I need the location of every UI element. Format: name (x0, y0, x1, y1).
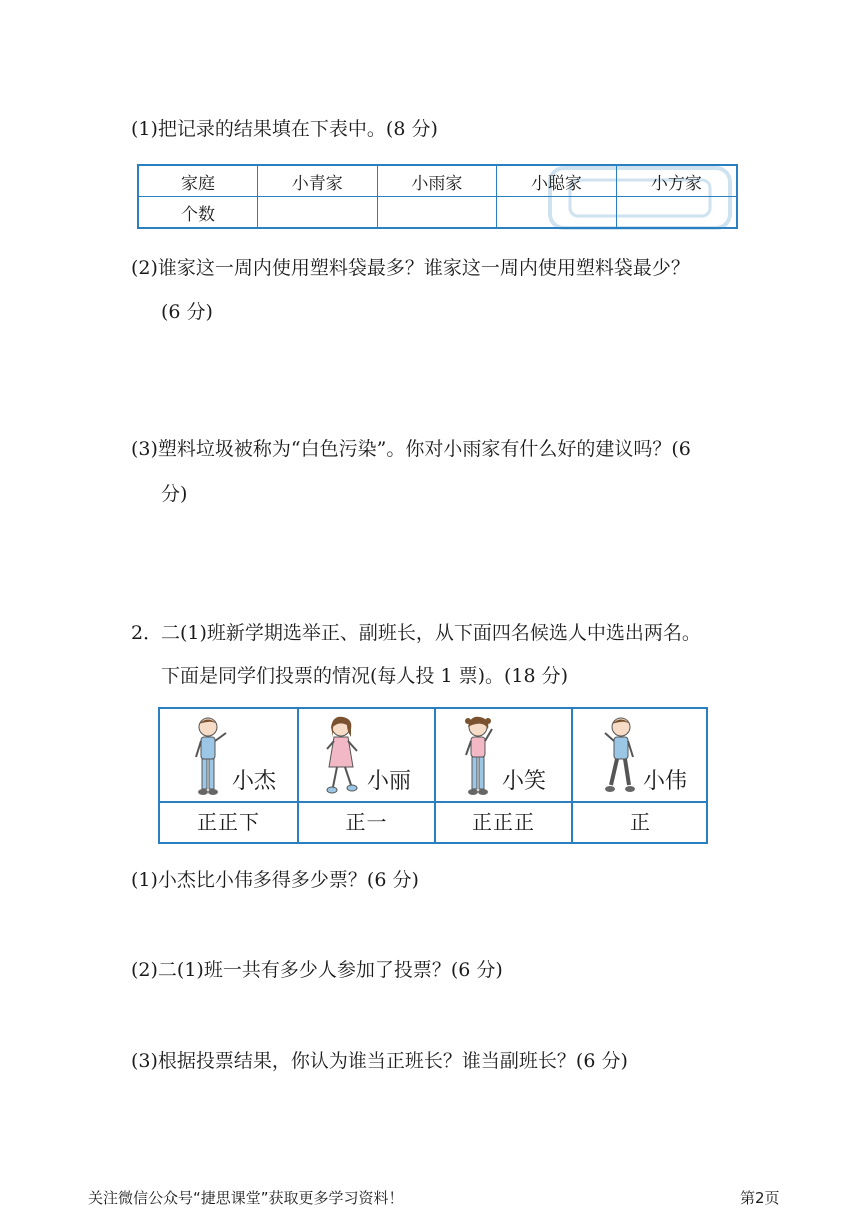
table-row (138, 165, 737, 197)
tally-mark: 正 (630, 810, 651, 834)
family-cell: 小雨家 (377, 165, 497, 197)
family-cell: 小青家 (258, 165, 378, 197)
girl-figure-icon (321, 715, 365, 797)
candidate-name: 小丽 (367, 769, 412, 794)
page-number: 第2页 (740, 1189, 780, 1207)
tally-cell (571, 803, 708, 842)
candidate-name: 小杰 (232, 769, 277, 794)
family-cell: 小方家 (616, 165, 737, 197)
candidate-cell (160, 709, 297, 801)
question-1-2-line1: (2)谁家这一周内使用塑料袋最多？谁家这一周内使用塑料袋最少？ (131, 257, 690, 279)
count-cell-blank[interactable] (616, 197, 737, 229)
candidate-name: 小伟 (643, 769, 688, 794)
boy-figure-icon (601, 715, 645, 797)
candidate-cell (571, 709, 708, 801)
vote-table (158, 707, 708, 844)
tally-cell (160, 803, 297, 842)
question-2-3: (3)根据投票结果，你认为谁当正班长？谁当副班长？(6 分) (131, 1050, 628, 1072)
girl-figure-icon (460, 715, 504, 797)
question-2-2: (2)二(1)班一共有多少人参加了投票？(6 分) (131, 959, 503, 981)
table-row (138, 197, 737, 229)
tally-cell (297, 803, 434, 842)
count-cell-blank[interactable] (258, 197, 378, 229)
question-1-3-line1: (3)塑料垃圾被称为“白色污染”。你对小雨家有什么好的建议吗？(6 (131, 438, 691, 460)
count-cell-blank[interactable] (377, 197, 497, 229)
question-1-3-line2: 分) (161, 483, 188, 505)
row-label-count: 个数 (138, 197, 258, 229)
candidate-name: 小笑 (502, 769, 547, 794)
tally-mark: 正正下 (197, 810, 260, 834)
row-label-family: 家庭 (138, 165, 258, 197)
family-bag-table (137, 164, 738, 229)
footer-promo-text: 关注微信公众号“捷思课堂”获取更多学习资料！ (88, 1189, 404, 1207)
question-2-1: (1)小杰比小伟多得多少票？(6 分) (131, 869, 419, 891)
candidate-row (160, 709, 706, 803)
question-1-2-line2: (6 分) (161, 301, 213, 323)
candidate-cell (297, 709, 434, 801)
question-2-intro-line1: 二(1)班新学期选举正、副班长，从下面四名候选人中选出两名。 (161, 622, 701, 644)
question-2-number: 2． (131, 622, 163, 644)
family-cell: 小聪家 (497, 165, 617, 197)
tally-mark: 正一 (345, 810, 388, 834)
candidate-cell (434, 709, 571, 801)
question-1-1: (1)把记录的结果填在下表中。(8 分) (131, 118, 438, 140)
boy-figure-icon (188, 715, 232, 797)
count-cell-blank[interactable] (497, 197, 617, 229)
tally-cell (434, 803, 571, 842)
tally-row (160, 803, 706, 842)
question-2-intro-line2: 下面是同学们投票的情况(每人投 1 票)。(18 分) (161, 665, 569, 687)
tally-mark: 正正正 (472, 810, 535, 834)
